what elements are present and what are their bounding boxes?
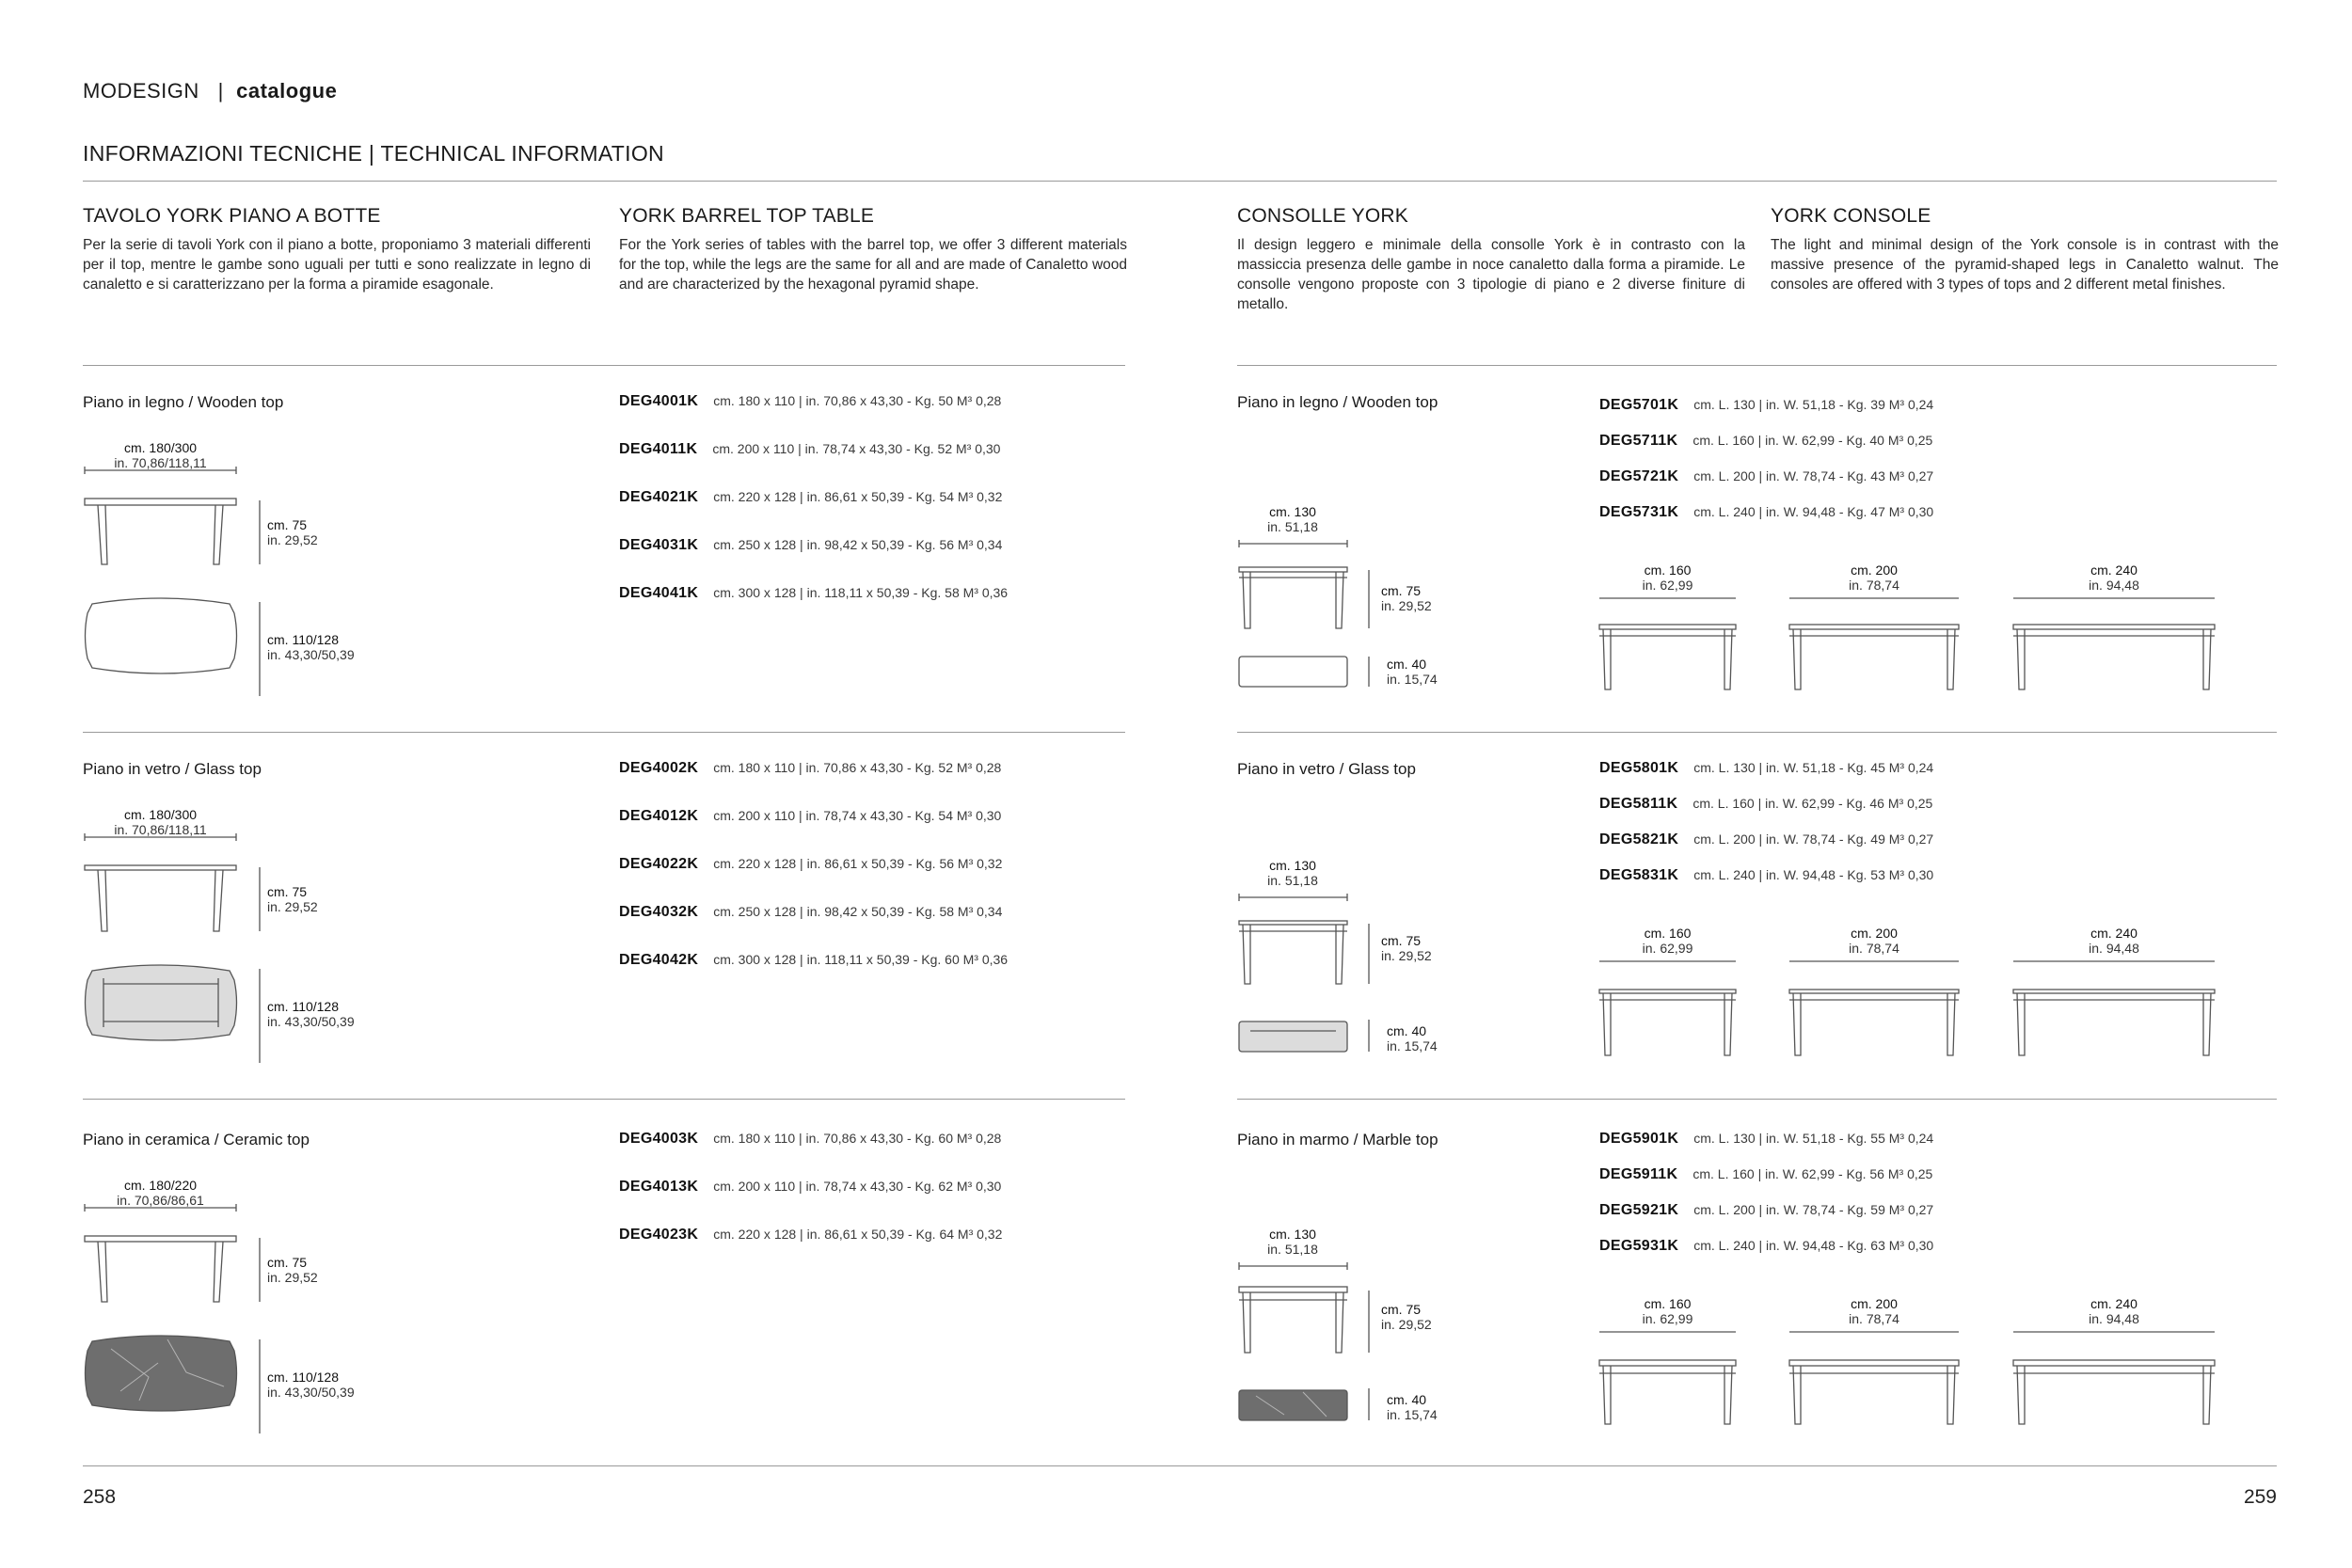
height-dimension: cm. 75 in. 29,52 xyxy=(267,884,318,914)
length-dimension: cm. 130 in. 51,18 xyxy=(1267,1227,1318,1257)
left-section-divider xyxy=(83,732,1125,733)
product-row: DEG5721K cm. L. 200 | in. W. 78,74 - Kg. 43 M³ 0,27 xyxy=(1599,468,1934,484)
product-row: DEG4013K cm. 200 x 110 | in. 78,74 x 43,30 - Kg. 62 M³ 0,30 xyxy=(619,1179,1002,1195)
variant-dimension: cm. 160 in. 62,99 xyxy=(1642,926,1693,956)
product-row: DEG5931K cm. L. 240 | in. W. 94,48 - Kg. 63 M³ 0,30 xyxy=(1599,1238,1934,1254)
product-row: DEG5701K cm. L. 130 | in. W. 51,18 - Kg. 39 M³ 0,24 xyxy=(1599,397,1934,413)
height-dimension: cm. 75 in. 29,52 xyxy=(1381,933,1432,963)
product-list xyxy=(619,393,1008,633)
catalogue-label: catalogue xyxy=(236,79,338,103)
variant-dimension: cm. 160 in. 62,99 xyxy=(1642,562,1693,593)
product-list xyxy=(1599,760,1933,903)
section-title: Piano in marmo / Marble top xyxy=(1237,1131,1438,1148)
table-drawing xyxy=(83,470,252,696)
product-list xyxy=(619,760,1008,1000)
product-row: DEG5921K cm. L. 200 | in. W. 78,74 - Kg. 59 M³ 0,27 xyxy=(1599,1202,1934,1218)
section-title: Piano in legno / Wooden top xyxy=(83,393,284,411)
page-number-left: 258 xyxy=(83,1486,117,1508)
left-section-divider xyxy=(83,365,1125,366)
depth-dimension: cm. 40 in. 15,74 xyxy=(1387,1023,1438,1053)
right-title-en: YORK CONSOLE xyxy=(1771,205,1931,227)
console-variants-drawing xyxy=(1599,961,2220,1055)
footer-divider xyxy=(83,1465,2277,1466)
left-section-divider xyxy=(83,1099,1125,1100)
product-row: DEG5811K cm. L. 160 | in. W. 62,99 - Kg. 46 M³ 0,25 xyxy=(1599,796,1933,812)
section-title: Piano in vetro / Glass top xyxy=(1237,760,1416,778)
left-title-en: YORK BARREL TOP TABLE xyxy=(619,205,875,227)
product-row: DEG4021K cm. 220 x 128 | in. 86,61 x 50,39 - Kg. 54 M³ 0,32 xyxy=(619,489,1003,505)
product-row: DEG5821K cm. L. 200 | in. W. 78,74 - Kg. 49 M³ 0,27 xyxy=(1599,832,1934,847)
right-desc-it: Il design leggero e minimale della consolle York è in contrasto con la massiccia presenza delle gambe in noce canaletto dalla forma a piramide. Le consolle vengono proposte con 3 tipologie di piano e 2 diverse finiture di metallo. xyxy=(1237,237,1745,312)
product-row: DEG4003K cm. 180 x 110 | in. 70,86 x 43,30 - Kg. 60 M³ 0,28 xyxy=(619,1131,1002,1147)
depth-dimension: cm. 110/128 in. 43,30/50,39 xyxy=(267,632,355,662)
table-drawing xyxy=(83,1208,252,1433)
right-section-divider xyxy=(1237,1099,2277,1100)
depth-dimension: cm. 40 in. 15,74 xyxy=(1387,1392,1438,1422)
section-title: Piano in vetro / Glass top xyxy=(83,760,262,778)
product-list xyxy=(1599,397,1933,540)
depth-dimension: cm. 40 in. 15,74 xyxy=(1387,657,1438,687)
length-dimension: cm. 180/300 in. 70,86/118,11 xyxy=(114,440,207,470)
right-section-divider xyxy=(1237,732,2277,733)
left-title-it: TAVOLO YORK PIANO A BOTTE xyxy=(83,205,381,227)
product-row: DEG5801K cm. L. 130 | in. W. 51,18 - Kg. 45 M³ 0,24 xyxy=(1599,760,1934,776)
variant-dimension: cm. 200 in. 78,74 xyxy=(1849,1296,1899,1326)
variant-dimension: cm. 240 in. 94,48 xyxy=(2089,562,2139,593)
product-row: DEG4022K cm. 220 x 128 | in. 86,61 x 50,39 - Kg. 56 M³ 0,32 xyxy=(619,856,1003,872)
product-list xyxy=(619,1131,1002,1275)
variant-dimension: cm. 200 in. 78,74 xyxy=(1849,562,1899,593)
length-dimension: cm. 180/220 in. 70,86/86,61 xyxy=(117,1178,204,1208)
depth-dimension: cm. 110/128 in. 43,30/50,39 xyxy=(267,1370,355,1400)
product-row: DEG5901K cm. L. 130 | in. W. 51,18 - Kg. 55 M³ 0,24 xyxy=(1599,1131,1934,1147)
table-drawing xyxy=(83,837,252,1063)
product-row: DEG4001K cm. 180 x 110 | in. 70,86 x 43,30 - Kg. 50 M³ 0,28 xyxy=(619,393,1002,409)
product-row: DEG4041K cm. 300 x 128 | in. 118,11 x 50,39 - Kg. 58 M³ 0,36 xyxy=(619,585,1009,601)
height-dimension: cm. 75 in. 29,52 xyxy=(267,517,318,547)
header-divider xyxy=(83,181,2277,182)
product-row: DEG4032K cm. 250 x 128 | in. 98,42 x 50,39 - Kg. 58 M³ 0,34 xyxy=(619,904,1003,920)
length-dimension: cm. 130 in. 51,18 xyxy=(1267,504,1318,534)
height-dimension: cm. 75 in. 29,52 xyxy=(1381,583,1432,613)
depth-dimension: cm. 110/128 in. 43,30/50,39 xyxy=(267,999,355,1029)
product-row: DEG4012K cm. 200 x 110 | in. 78,74 x 43,30 - Kg. 54 M³ 0,30 xyxy=(619,808,1002,824)
console-variants-drawing xyxy=(1599,1332,2220,1426)
right-title-it: CONSOLLE YORK xyxy=(1237,205,1408,227)
left-desc-it: Per la serie di tavoli York con il piano a botte, proponiamo 3 materiali differenti per il top, mentre le gambe sono uguali per tutti e sono realizzate in legno di canaletto e si caratterizzano per la forma a piramide esagonale. xyxy=(83,237,591,293)
product-row: DEG5831K cm. L. 240 | in. W. 94,48 - Kg. 53 M³ 0,30 xyxy=(1599,867,1934,883)
height-dimension: cm. 75 in. 29,52 xyxy=(267,1255,318,1285)
product-row: DEG4011K cm. 200 x 110 | in. 78,74 x 43,30 - Kg. 52 M³ 0,30 xyxy=(619,441,1001,457)
product-row: DEG4042K cm. 300 x 128 | in. 118,11 x 50,39 - Kg. 60 M³ 0,36 xyxy=(619,952,1009,968)
page-number-right: 259 xyxy=(2243,1486,2277,1508)
console-drawing xyxy=(1237,897,1369,1057)
product-row: DEG4023K cm. 220 x 128 | in. 86,61 x 50,39 - Kg. 64 M³ 0,32 xyxy=(619,1227,1003,1243)
length-dimension: cm. 130 in. 51,18 xyxy=(1267,858,1318,888)
right-section-divider xyxy=(1237,365,2277,366)
console-drawing xyxy=(1237,1266,1369,1426)
product-list xyxy=(1599,1131,1933,1274)
right-desc-en: The light and minimal design of the York console is in contrast with the massive presence of the pyramid-shaped legs in Canaletto walnut. The consoles are offered with 3 types of tops and 2 different metal finishes. xyxy=(1771,237,2279,293)
section-title: Piano in legno / Wooden top xyxy=(1237,393,1438,411)
section-title: Piano in ceramica / Ceramic top xyxy=(83,1131,310,1148)
console-drawing xyxy=(1237,544,1369,694)
product-row: DEG5911K cm. L. 160 | in. W. 62,99 - Kg. 56 M³ 0,25 xyxy=(1599,1166,1933,1182)
product-row: DEG5711K cm. L. 160 | in. W. 62,99 - Kg. 40 M³ 0,25 xyxy=(1599,433,1933,449)
variant-dimension: cm. 240 in. 94,48 xyxy=(2089,926,2139,956)
variant-dimension: cm. 240 in. 94,48 xyxy=(2089,1296,2139,1326)
variant-dimension: cm. 160 in. 62,99 xyxy=(1642,1296,1693,1326)
page-subtitle: INFORMAZIONI TECNICHE | TECHNICAL INFORMATION xyxy=(83,141,664,166)
length-dimension: cm. 180/300 in. 70,86/118,11 xyxy=(114,807,207,837)
product-row: DEG4002K cm. 180 x 110 | in. 70,86 x 43,30 - Kg. 52 M³ 0,28 xyxy=(619,760,1002,776)
height-dimension: cm. 75 in. 29,52 xyxy=(1381,1302,1432,1332)
left-desc-en: For the York series of tables with the barrel top, we offer 3 different materials for the top, while the legs are the same for all and are made of Canaletto wood and are characterized by the hexagonal pyramid shape. xyxy=(619,237,1127,293)
brand-name: MODESIGN xyxy=(83,79,199,103)
console-variants-drawing xyxy=(1599,598,2220,692)
variant-dimension: cm. 200 in. 78,74 xyxy=(1849,926,1899,956)
product-row: DEG4031K cm. 250 x 128 | in. 98,42 x 50,39 - Kg. 56 M³ 0,34 xyxy=(619,537,1003,553)
brand-header: MODESIGN | catalogue xyxy=(83,79,338,103)
product-row: DEG5731K cm. L. 240 | in. W. 94,48 - Kg. 47 M³ 0,30 xyxy=(1599,504,1934,520)
